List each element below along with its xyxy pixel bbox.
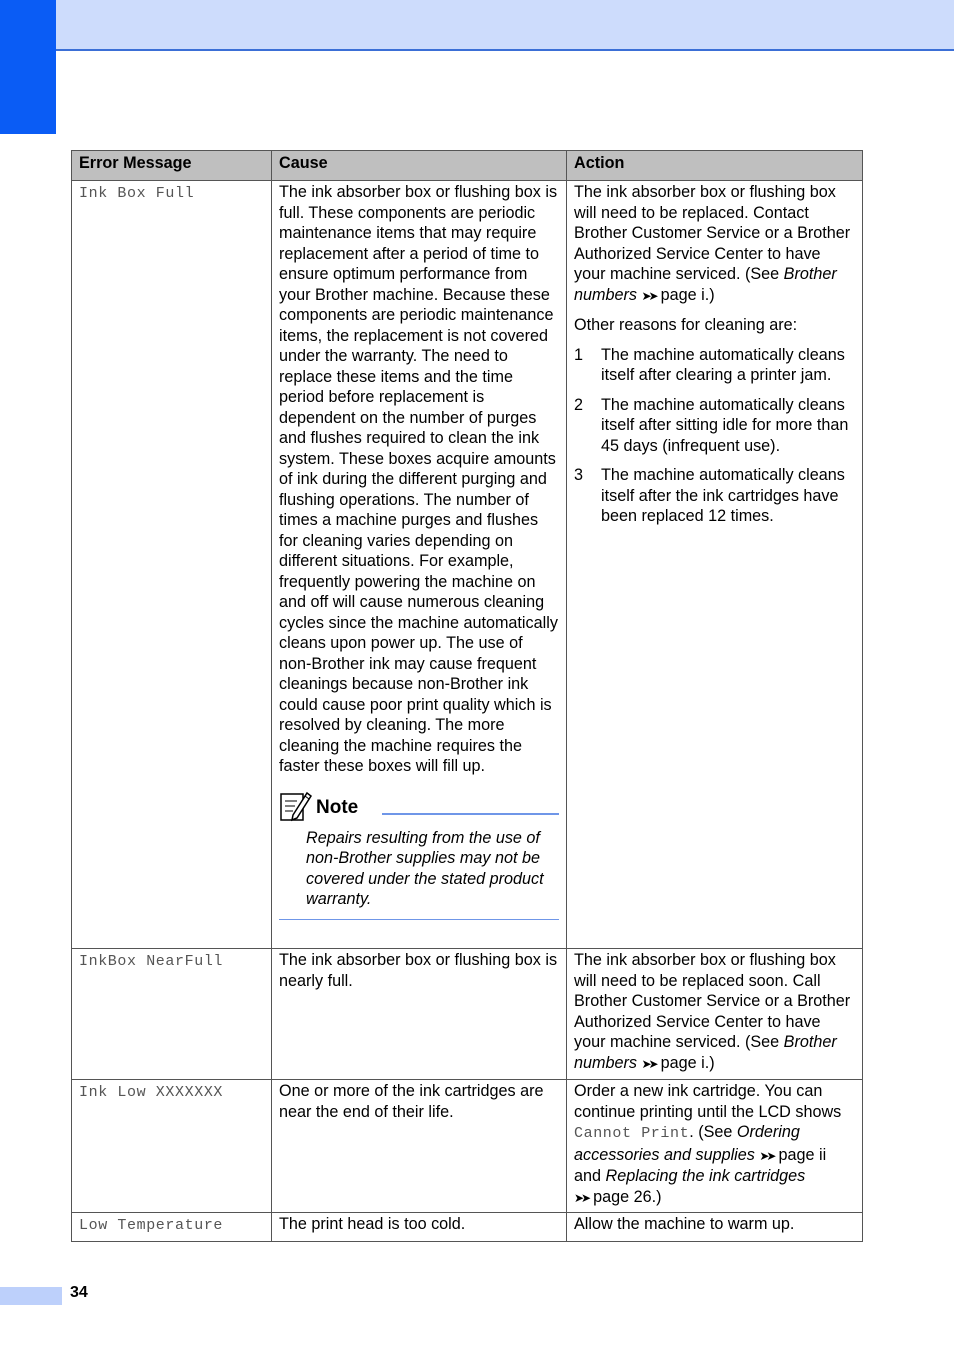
table-header-row bbox=[72, 151, 863, 181]
footer-tab bbox=[0, 1287, 62, 1305]
header-error-message: Error Message bbox=[72, 151, 272, 181]
header-cause: Cause bbox=[272, 151, 567, 181]
ordering-ref: Ordering accessories and supplies bbox=[574, 1123, 800, 1164]
note-title: Note bbox=[316, 797, 359, 819]
error-cell bbox=[72, 181, 272, 949]
brother-numbers-ref: Brother numbers bbox=[574, 1033, 837, 1072]
note-body: Repairs resulting from the use of non-Brother supplies may not be covered under the stated product warranty. bbox=[306, 828, 544, 908]
list-item: 2 The machine automatically cleans itself after sitting idle for more than 45 days (infrequent use). bbox=[574, 395, 849, 455]
arrow-icon: ➤➤ bbox=[574, 1190, 589, 1205]
error-message: Ink Low XXXXXXX bbox=[79, 1084, 224, 1101]
action-cell bbox=[567, 949, 863, 1080]
chapter-tab bbox=[0, 0, 56, 134]
other-reasons-label: Other reasons for cleaning are: bbox=[574, 316, 798, 334]
page-number: 34 bbox=[70, 1284, 88, 1301]
error-message: Ink Box Full bbox=[79, 185, 195, 202]
note-divider bbox=[382, 813, 559, 815]
table-row bbox=[72, 1213, 863, 1242]
table-row bbox=[72, 181, 863, 949]
arrow-icon: ➤➤ bbox=[641, 1056, 656, 1071]
lcd-message: Cannot Print bbox=[574, 1125, 690, 1142]
reasons-list bbox=[574, 345, 855, 527]
cause-cell: The ink absorber box or flushing box is nearly full. bbox=[272, 949, 567, 1080]
action-text: Order a new ink cartridge. You can continue printing until the LCD shows Cannot Print. (See Ordering accessories and supplies ➤➤ page ii and Replacing the ink cartridges ➤➤ page 26.) bbox=[574, 1082, 842, 1206]
error-table bbox=[71, 150, 863, 1242]
table-row bbox=[72, 1080, 863, 1213]
action-cell: Allow the machine to warm up. bbox=[567, 1213, 863, 1242]
error-cell bbox=[72, 949, 272, 1080]
cause-cell bbox=[272, 181, 567, 949]
action-cell bbox=[567, 181, 863, 949]
cause-cell: The print head is too cold. bbox=[272, 1213, 567, 1242]
note-icon bbox=[279, 790, 313, 828]
action-text: The ink absorber box or flushing box will need to be replaced soon. Call Brother Customer Service or a Brother Authorized Service Center to have your machine serviced. (See Brother numbers ➤➤ page i.) bbox=[574, 951, 851, 1072]
action-cell bbox=[567, 1080, 863, 1213]
list-item: 3 The machine automatically cleans itself after the ink cartridges have been replaced 12 times. bbox=[574, 466, 845, 525]
error-message: InkBox NearFull bbox=[79, 953, 224, 970]
replacing-ref: Replacing the ink cartridges bbox=[605, 1167, 806, 1185]
table-row bbox=[72, 949, 863, 1080]
brother-numbers-ref: Brother numbers bbox=[574, 265, 837, 304]
action-text: The ink absorber box or flushing box will need to be replaced. Contact Brother Customer Service or a Brother Authorized Service Center to have your machine serviced. (See Brother numbers ➤➤ page i.) bbox=[574, 183, 851, 304]
error-cell bbox=[72, 1080, 272, 1213]
list-item: 1 The machine automatically cleans itself after clearing a printer jam. bbox=[574, 345, 845, 384]
header-band bbox=[0, 0, 954, 51]
note-box bbox=[279, 792, 559, 920]
error-message: Low Temperature bbox=[79, 1217, 224, 1234]
cause-text: The ink absorber box or flushing box is full. These components are periodic maintenance items that may require replacement after a period of time to ensure optimum performance from your Brother machine. Because these components are periodic maintenance items, the replacement is not covered under the warranty. The need to replace these items and the time period before replacement is dependent on the number of purges and flushes required to clean the ink system. These boxes acquire amounts of ink during the different purging and flushing operations. The number of times a machine purges and flushes for cleaning varies depending on different situations. For example, frequently powering the machine on and off will cause numerous cleaning cycles since the machine automatically cleans upon power up. The use of non-Brother ink may cause frequent cleanings because non-Brother ink could cause poor print quality which is resolved by cleaning. The more cleaning the machine requires the faster these boxes will fill up. bbox=[279, 183, 558, 775]
arrow-icon: ➤➤ bbox=[759, 1148, 774, 1163]
cause-cell: One or more of the ink cartridges are near the end of their life. bbox=[272, 1080, 567, 1213]
arrow-icon: ➤➤ bbox=[641, 288, 656, 303]
header-action: Action bbox=[567, 151, 863, 181]
error-cell bbox=[72, 1213, 272, 1242]
